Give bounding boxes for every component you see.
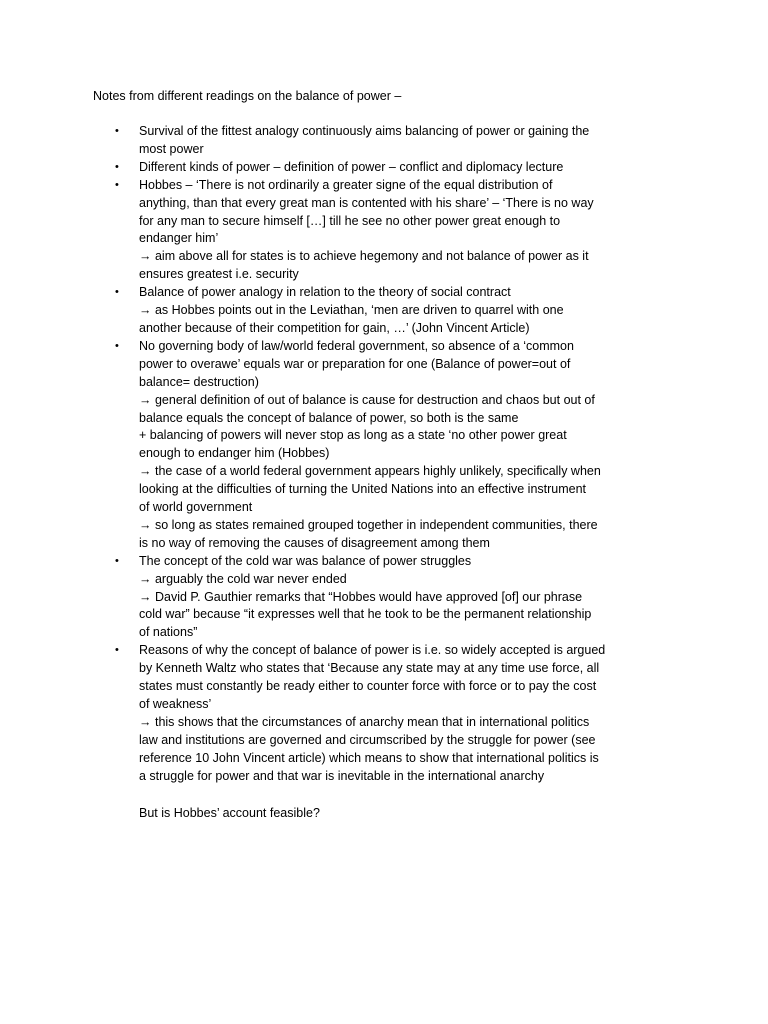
page-title: Notes from different readings on the balance of power – xyxy=(93,89,402,103)
text-line: → the case of a world federal government appears highly unlikely, specifically when xyxy=(139,464,601,479)
bullet-icon: • xyxy=(115,339,119,352)
list-item xyxy=(115,284,675,338)
bullet-icon: • xyxy=(115,286,119,299)
text-line: cold war” because “it expresses well that he took to be the permanent relationship xyxy=(139,607,592,622)
bullet-icon: • xyxy=(115,160,119,173)
text-line: The concept of the cold war was balance of power struggles xyxy=(139,553,472,568)
text-line: another because of their competition for gain, …’ (John Vincent Article) xyxy=(139,320,530,335)
text-line: looking at the difficulties of turning the United Nations into an effective instrument xyxy=(139,482,587,497)
text-line: Hobbes – ‘There is not ordinarily a greater signe of the equal distribution of xyxy=(139,177,553,192)
text-line: + balancing of powers will never stop as long as a state ‘no other power great xyxy=(139,428,567,443)
text-line: law and institutions are governed and circumscribed by the struggle for power (see xyxy=(139,732,596,747)
bullet-icon: • xyxy=(115,554,119,567)
text-line: of weakness’ xyxy=(139,697,212,711)
text-line: endanger him’ xyxy=(139,231,219,246)
text-line: No governing body of law/world federal government, so absence of a ‘common xyxy=(139,338,574,353)
bullet-list xyxy=(115,123,675,786)
text-line: → David P. Gauthier remarks that “Hobbes would have approved [of] our phrase xyxy=(139,589,583,604)
text-line: ensures greatest i.e. security xyxy=(139,267,299,282)
text-line: Balance of power analogy in relation to the theory of social contract xyxy=(139,285,511,300)
text-line: Different kinds of power – definition of power – conflict and diplomacy lecture xyxy=(139,159,564,174)
text-line: for any man to secure himself […] till he see no other power great enough to xyxy=(139,213,561,228)
text-line: most power xyxy=(139,141,204,156)
text-line: → aim above all for states is to achieve hegemony and not balance of power as it xyxy=(139,249,589,264)
bullet-icon: • xyxy=(115,178,119,191)
list-item xyxy=(115,553,675,643)
text-line: balance= destruction) xyxy=(139,374,259,389)
text-line: states must constantly be ready either to counter force with force or to pay the cost xyxy=(139,679,597,694)
list-item xyxy=(115,177,675,284)
text-line: power to overawe’ equals war or preparation for one (Balance of power=out of xyxy=(139,356,571,371)
closing-question: But is Hobbes’ account feasible? xyxy=(139,806,320,820)
text-line: → so long as states remained grouped together in independent communities, there xyxy=(139,517,598,532)
text-line: reference 10 John Vincent article) which means to show that international politics is xyxy=(139,750,599,765)
text-line: → as Hobbes points out in the Leviathan, ‘men are driven to quarrel with one xyxy=(139,303,564,318)
text-line: of world government xyxy=(139,500,253,515)
text-line: balance equals the concept of balance of power, so both is the same xyxy=(139,410,519,425)
list-item xyxy=(115,123,675,159)
text-line: anything, than that every great man is contented with his share’ – ‘There is no way xyxy=(139,195,594,210)
bullet-icon: • xyxy=(115,125,119,137)
text-line: Reasons of why the concept of balance of power is i.e. so widely accepted is argued xyxy=(139,643,606,658)
text-line: Survival of the fittest analogy continuously aims balancing of power or gaining the xyxy=(139,124,590,138)
text-line: → arguably the cold war never ended xyxy=(139,571,347,586)
list-item xyxy=(115,642,675,785)
text-line: by Kenneth Waltz who states that ‘Because any state may at any time use force, all xyxy=(139,661,600,676)
text-line: enough to endanger him (Hobbes) xyxy=(139,446,330,461)
text-line: of nations” xyxy=(139,625,198,640)
list-item xyxy=(115,159,675,177)
text-line: is no way of removing the causes of disagreement among them xyxy=(139,535,490,550)
bullet-icon: • xyxy=(115,644,119,657)
text-line: a struggle for power and that war is inevitable in the international anarchy xyxy=(139,768,545,783)
text-line: → general definition of out of balance is cause for destruction and chaos but out of xyxy=(139,392,595,407)
text-line: → this shows that the circumstances of anarchy mean that in international politics xyxy=(139,714,590,729)
list-item xyxy=(115,338,675,553)
